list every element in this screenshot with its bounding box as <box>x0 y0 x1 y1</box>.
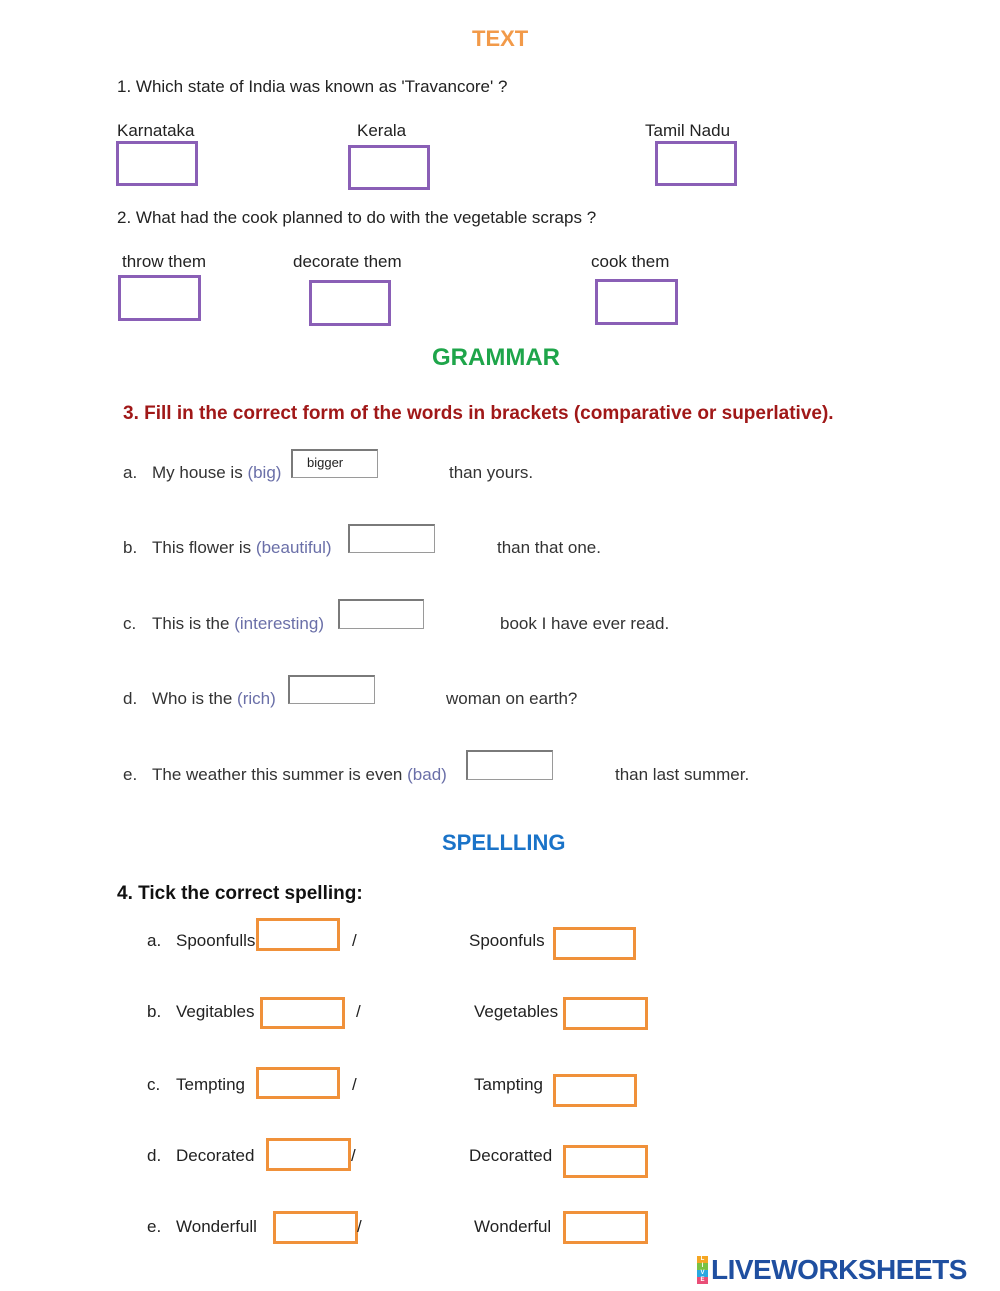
grammar-input-c[interactable] <box>338 599 424 629</box>
spelling-item-c-right: Tampting <box>474 1075 543 1094</box>
spelling-item-d-right: Decoratted <box>469 1146 553 1165</box>
spelling-instruction: 4. Tick the correct spelling: <box>117 883 363 904</box>
q1-option-label-3: Tamil Nadu <box>645 121 731 140</box>
grammar-item-a-before: My house is <box>152 463 243 482</box>
grammar-instruction: 3. Fill in the correct form of the words in brackets (comparative or superlative). <box>123 403 834 424</box>
spelling-item-b-separator: / <box>356 1002 361 1021</box>
spelling-item-e-left: Wonderfull <box>176 1217 257 1236</box>
spelling-item-b-right: Vegetables <box>474 1002 559 1021</box>
grammar-item-b-after: than that one. <box>497 538 601 557</box>
grammar-item-e-before: The weather this summer is even <box>152 765 403 784</box>
spelling-item-a-separator: / <box>352 931 357 950</box>
grammar-item-b-before: This flower is <box>152 538 252 557</box>
spelling-a-right-box[interactable] <box>553 927 636 960</box>
q2-answer-box-1[interactable] <box>118 275 201 321</box>
logo-tile-v: V <box>697 1270 708 1277</box>
spelling-b-right-box[interactable] <box>563 997 648 1030</box>
spelling-c-right-box[interactable] <box>553 1074 637 1107</box>
grammar-item-d-after: woman on earth? <box>446 689 578 708</box>
spelling-d-left-box[interactable] <box>266 1138 351 1171</box>
spelling-item-b-letter: b. <box>147 1002 162 1021</box>
grammar-item-e-after: than last summer. <box>615 765 750 784</box>
grammar-item-c-hint: (interesting) <box>234 614 324 633</box>
logo-tiles-icon <box>697 1256 708 1284</box>
grammar-item-c-text <box>152 614 324 634</box>
spelling-item-a-letter: a. <box>147 931 162 950</box>
logo-tile-i: I <box>697 1263 708 1270</box>
spelling-item-e-separator: / <box>357 1217 362 1236</box>
spelling-item-a-left: Spoonfulls <box>176 931 256 950</box>
q2-answer-box-2[interactable] <box>309 280 391 326</box>
spelling-item-e-right: Wonderful <box>474 1217 552 1236</box>
spelling-item-d-letter: d. <box>147 1146 162 1165</box>
text-section-heading: TEXT <box>472 26 529 51</box>
question-2: 2. What had the cook planned to do with the vegetable scraps ? <box>117 208 597 227</box>
grammar-item-a-letter: a. <box>123 463 138 482</box>
grammar-item-c-after: book I have ever read. <box>500 614 670 633</box>
q1-option-label-1: Karnataka <box>117 121 195 140</box>
q2-option-label-1: throw them <box>122 252 207 271</box>
grammar-item-d-hint: (rich) <box>237 689 276 708</box>
grammar-section-heading: GRAMMAR <box>432 344 560 371</box>
q1-answer-box-2[interactable] <box>348 145 430 190</box>
grammar-input-a[interactable]: bigger <box>291 449 378 478</box>
grammar-item-b-text <box>152 538 332 558</box>
q2-option-label-3: cook them <box>591 252 670 271</box>
spelling-item-a-right: Spoonfuls <box>469 931 545 950</box>
spelling-e-right-box[interactable] <box>563 1211 648 1244</box>
q1-answer-box-1[interactable] <box>116 141 198 186</box>
q1-option-label-2: Kerala <box>357 121 407 140</box>
logo-tile-l: L <box>697 1256 708 1263</box>
spelling-b-left-box[interactable] <box>260 997 345 1029</box>
grammar-item-a-text <box>152 463 281 483</box>
spelling-e-left-box[interactable] <box>273 1211 358 1244</box>
q2-option-label-2: decorate them <box>293 252 402 271</box>
spelling-item-c-separator: / <box>352 1075 357 1094</box>
grammar-item-c-before: This is the <box>152 614 230 633</box>
liveworksheets-logo <box>697 1254 967 1286</box>
question-1: 1. Which state of India was known as 'Travancore' ? <box>117 77 508 96</box>
q1-answer-box-3[interactable] <box>655 141 737 186</box>
spelling-item-d-separator: / <box>351 1146 356 1165</box>
spelling-item-c-left: Tempting <box>176 1075 245 1094</box>
grammar-item-e-letter: e. <box>123 765 138 784</box>
grammar-item-a-after: than yours. <box>449 463 534 482</box>
spelling-item-d-left: Decorated <box>176 1146 255 1165</box>
grammar-item-d-letter: d. <box>123 689 138 708</box>
grammar-item-d-before: Who is the <box>152 689 233 708</box>
q2-answer-box-3[interactable] <box>595 279 678 325</box>
grammar-item-b-hint: (beautiful) <box>255 538 332 557</box>
grammar-input-b[interactable] <box>348 524 435 553</box>
logo-text: LIVEWORKSHEETS <box>711 1254 967 1285</box>
grammar-item-c-letter: c. <box>123 614 137 633</box>
spelling-item-e-letter: e. <box>147 1217 162 1236</box>
grammar-input-d[interactable] <box>288 675 375 704</box>
logo-tile-e: E <box>697 1277 708 1284</box>
grammar-item-e-text <box>152 765 447 785</box>
grammar-item-e-hint: (bad) <box>407 765 447 784</box>
spelling-item-b-left: Vegitables <box>176 1002 255 1021</box>
grammar-item-d-text <box>152 689 276 709</box>
spelling-section-heading: SPELLLING <box>442 830 566 855</box>
spelling-item-c-letter: c. <box>147 1075 161 1094</box>
spelling-a-left-box[interactable] <box>256 918 340 951</box>
grammar-item-b-letter: b. <box>123 538 138 557</box>
grammar-item-a-hint: (big) <box>247 463 282 482</box>
grammar-input-e[interactable] <box>466 750 553 780</box>
spelling-d-right-box[interactable] <box>563 1145 648 1178</box>
spelling-c-left-box[interactable] <box>256 1067 340 1099</box>
